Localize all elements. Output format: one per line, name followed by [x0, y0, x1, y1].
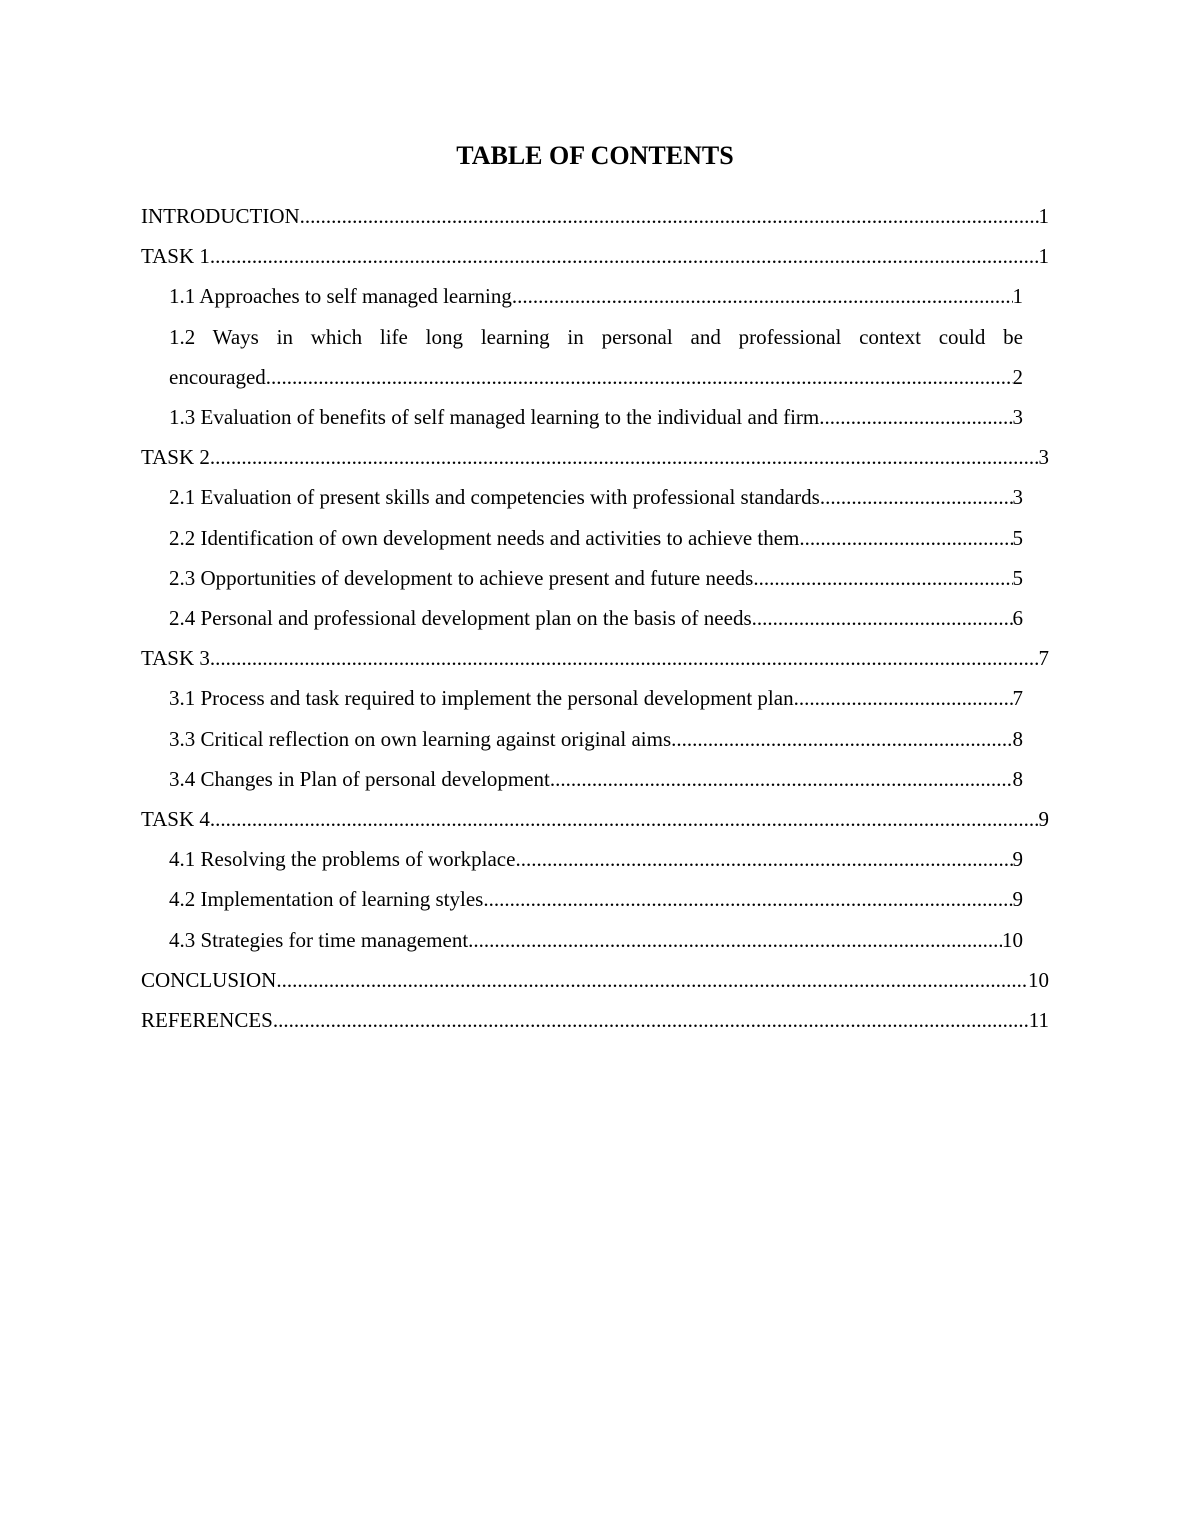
toc-entry-4-1[interactable] — [169, 839, 1023, 879]
dot-leader — [483, 879, 1012, 919]
toc-page-number: 10 — [1002, 927, 1023, 952]
toc-page-number: 10 — [1028, 967, 1049, 992]
toc-entry-label: REFERENCES — [141, 1008, 273, 1033]
dot-leader — [819, 397, 1012, 437]
dot-leader — [210, 799, 1039, 839]
toc-page-number: 6 — [1012, 606, 1023, 631]
toc-entry-1-1[interactable] — [169, 276, 1023, 316]
toc-page-number: 8 — [1012, 726, 1023, 751]
dot-leader — [752, 598, 1013, 638]
dot-leader — [276, 960, 1028, 1000]
dot-leader — [550, 759, 1013, 799]
toc-page-number: 3 — [1012, 485, 1023, 510]
toc-entry-label: 4.2 Implementation of learning styles — [169, 887, 484, 912]
toc-entry-2-4[interactable] — [169, 598, 1023, 638]
toc-entry-label: TASK 3 — [141, 646, 210, 671]
toc-entry-conclusion[interactable] — [141, 960, 1049, 1000]
dot-leader — [300, 196, 1039, 236]
dot-leader — [210, 437, 1039, 477]
toc-entry-introduction[interactable] — [141, 196, 1049, 236]
toc-entry-references[interactable] — [141, 1000, 1049, 1040]
toc-page-number: 1 — [1038, 204, 1049, 228]
toc-page-number: 7 — [1038, 646, 1049, 671]
toc-entry-1-2[interactable] — [169, 317, 1023, 397]
toc-entry-label-line1: 1.2 Ways in which life long learning in personal and professional context could be — [169, 324, 1023, 349]
toc-entry-2-3[interactable] — [169, 558, 1023, 598]
toc-page-number: 5 — [1012, 565, 1023, 590]
toc-entry-label: 1.3 Evaluation of benefits of self managed learning to the individual and firm — [169, 405, 820, 430]
toc-page-number: 2 — [1012, 364, 1023, 389]
toc-page-number: 8 — [1012, 766, 1023, 791]
toc-entry-3-1[interactable] — [169, 678, 1023, 718]
toc-entry-label: 4.3 Strategies for time management — [169, 927, 469, 952]
toc-entry-1-3[interactable] — [169, 397, 1023, 437]
toc-page-number: 7 — [1012, 686, 1023, 711]
toc-entry-label: TASK 1 — [141, 244, 210, 269]
toc-page-number: 1 — [1038, 244, 1049, 269]
toc-entry-3-4[interactable] — [169, 759, 1023, 799]
toc-entry-4-3[interactable] — [169, 920, 1023, 960]
dot-leader — [273, 1000, 1029, 1040]
toc-entry-2-2[interactable] — [169, 518, 1023, 558]
toc-entry-label: TASK 4 — [141, 807, 210, 832]
toc-entry-label: 3.1 Process and task required to implement the personal development plan — [169, 686, 794, 711]
toc-entry-label: INTRODUCTION — [141, 204, 300, 228]
table-of-contents — [141, 196, 1049, 1040]
toc-entry-2-1[interactable] — [169, 477, 1023, 517]
toc-entry-label: 1.1 Approaches to self managed learning — [169, 284, 512, 309]
toc-entry-task-1[interactable] — [141, 236, 1049, 276]
dot-leader — [512, 276, 1013, 316]
toc-entry-label: 2.3 Opportunities of development to achieve present and future needs — [169, 565, 754, 590]
toc-page-number: 9 — [1038, 807, 1049, 832]
dot-leader — [820, 477, 1013, 517]
toc-entry-label: 4.1 Resolving the problems of workplace — [169, 847, 516, 872]
toc-page-number: 11 — [1028, 1008, 1049, 1033]
toc-entry-line2 — [169, 357, 1023, 397]
toc-page-number: 1 — [1012, 284, 1023, 309]
toc-entry-4-2[interactable] — [169, 879, 1023, 919]
dot-leader — [753, 558, 1012, 598]
toc-page-number: 3 — [1038, 445, 1049, 470]
toc-entry-label: TASK 2 — [141, 445, 210, 470]
dot-leader — [210, 236, 1039, 276]
toc-entry-label: 3.4 Changes in Plan of personal development — [169, 766, 550, 791]
dot-leader — [799, 518, 1012, 558]
dot-leader — [671, 719, 1012, 759]
toc-page-number: 9 — [1012, 887, 1023, 912]
dot-leader — [468, 920, 1002, 960]
dot-leader — [210, 638, 1039, 678]
toc-entry-label: CONCLUSION — [141, 967, 277, 992]
toc-entry-3-3[interactable] — [169, 719, 1023, 759]
toc-entry-task-3[interactable] — [141, 638, 1049, 678]
dot-leader — [266, 357, 1013, 397]
toc-entry-label: 2.1 Evaluation of present skills and competencies with professional standards — [169, 485, 820, 510]
dot-leader — [515, 839, 1012, 879]
toc-page-number: 3 — [1012, 405, 1023, 430]
toc-page-number: 5 — [1012, 525, 1023, 550]
toc-entry-label: 3.3 Critical reflection on own learning against original aims — [169, 726, 672, 751]
toc-entry-label: 2.2 Identification of own development needs and activities to achieve them — [169, 525, 800, 550]
toc-entry-label-line2: encouraged — [169, 364, 266, 389]
page-title: TABLE OF CONTENTS — [456, 141, 734, 170]
toc-entry-task-4[interactable] — [141, 799, 1049, 839]
toc-page-number: 9 — [1012, 847, 1023, 872]
dot-leader — [794, 678, 1013, 718]
toc-entry-task-2[interactable] — [141, 437, 1049, 477]
toc-entry-label: 2.4 Personal and professional development plan on the basis of needs — [169, 606, 752, 631]
